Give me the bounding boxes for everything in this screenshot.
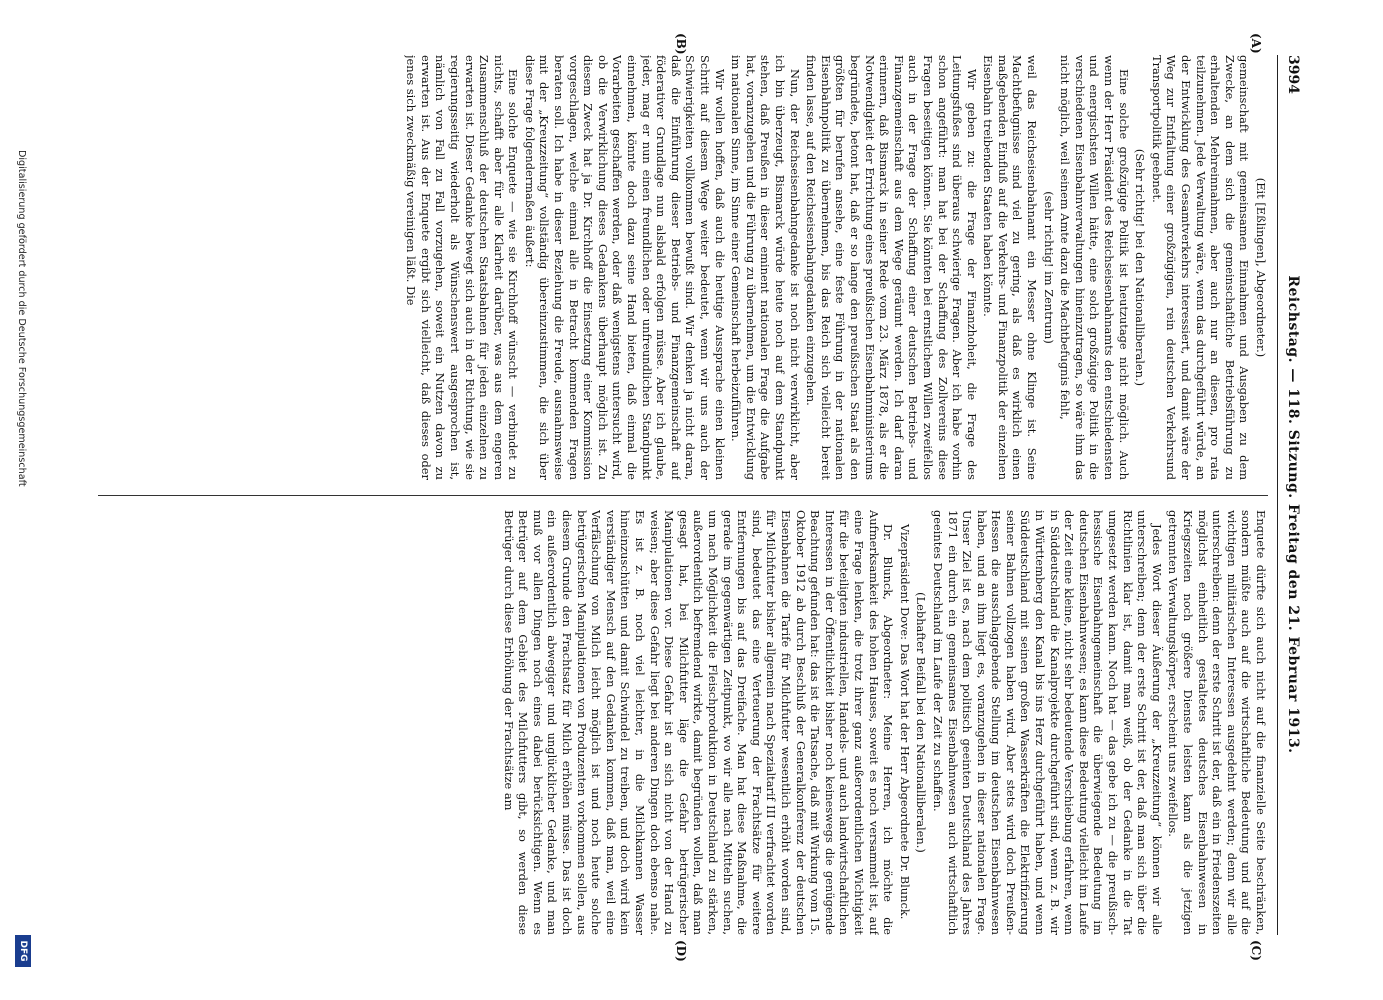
paragraph: Wir wollen hoffen, daß auch die heutige Aussprache einen kleinen Schritt auf diesem Wege weiter bedeutet, wenn wir uns auch der Schwierigkeiten vollkommen bewußt sind. Wir denken ja nicht daran, daß die Einführung dieser Betriebs- und Finanzgemeinschaft auf föderativer Grundlage nun alsbald erfolgen müsse. Aber ich glaube, jeder, mag er nun einen freundlichen oder unfreundlichen Standpunkt einnehmen, könnte doch dazu seine Hand bieten, daß einmal die Vorarbeiten geschaffen werden, oder daß wenigstens untersucht wird, ob die Verwirklichung dieses Gedankens überhaupt möglich ist. Zu diesem Zweck hat ja Dr. Kirchhoff die Einsetzung einer Kommission vorgeschlagen, welche einmal alle in Betracht kommenden Fragen beraten soll. Ich habe in dieser Beziehung die Freude, ausnahmsweise mit der „Kreuzzeitung“ vollständig übereinzustimmen, die sich über diese Frage folgendermaßen äußert:: [522, 55, 727, 480]
marginal-letter-d: (D): [674, 940, 688, 962]
marginal-letter-c: (C): [1249, 940, 1263, 961]
funding-note: Digitalisierung gefördert durch die Deutsche Forschungsgemeinschaft: [16, 150, 27, 487]
paragraph: Dr. Blunck, Abgeordneter: Meine Herren, ich möchte die Aufmerksamkeit des hohen Hauses, soweit es noch versammelt ist, auf eine Frage lenken, die trotz ihrer ganz außerordentlichen Wichtigkeit für die beteiligten industriellen, Handels- und auch landwirtschaftlichen Interessen in der Öffentlichkeit bisher noch keineswegs die genügende Beachtung gefunden hat: das ist die Tatsache, daß mit Wirkung vom 15. Oktober 1912 ab durch Beschluß der Generalkonferenz der deutschen Eisenbahnen die Tarife für Milchfutter wesentlich erhöht worden sind, für Milchfutter bisher allgemein nach Spezialtarif III verfrachtet worden sind, bedeutet das eine Verteuerung der Frachtsätze für weitere Entfernungen bis auf das Dreifache. Man hat diese Maßnahme, die gerade im gegenwärtigen Zeitpunkt, wo wir alle nach Mitteln suchen, um nach Möglichkeit die Fleischproduktion in Deutschland zu stärken, außerordentlich befremdend wirkte, damit begründen wollen, daß man gesagt hat, bei Milchfutter läge die Gefahr betrügerischer Manipulationen vor. Diese Gefahr ist an sich nicht von der Hand zu weisen; aber diese Gefahr liegt bei anderen Dingen doch ebenso nahe. Es ist z. B. noch viel leichter, in die Milchkannen Wasser hineinzuschütten und damit Schwindel zu treiben, und doch wird kein verständiger Mensch auf den Gedanken kommen, daß man, weil eine Verfälschung von Milch leicht möglich ist und noch heute solche betrügerischen Manipulationen von Produzenten vorkommen sollen, aus diesem Grunde den Frachtsatz für Milch erhöhen müsse. Das ist doch ein außerordentlich abwegiger und unglücklicher Gedanke, und man muß vor allen Dingen noch eines dabei berücksichtigen. Wenn es Betrüger auf dem Gebiet des Milchfutters gibt, so werden diese Betrüger durch diese Erhöhung der Frachtsätze am: [501, 510, 896, 935]
interjection: (sehr richtig! im Zentrum): [1041, 191, 1056, 344]
page-number: 3994: [1285, 55, 1301, 94]
marginal-letter-a: (A): [1249, 33, 1263, 54]
paragraph: Vizepräsident Dove: Das Wort hat der Herr Abgeordnete Dr. Blunck.: [897, 524, 912, 920]
interjection: (Sehr richtig! bei den Nationalliberalen.): [1133, 148, 1148, 387]
speaker-line: (Eit [Eßlingen], Abgeordneter.): [1254, 177, 1268, 358]
page-title: Reichstag. — 118. Sitzung. Freitag den 21. Februar 1913.: [1285, 275, 1301, 754]
paragraph: Wir geben zu: die Frage der Finanzhoheit, die Frage des Leitungsfußes sind überaus schwierige Fragen. Aber ich habe vorhin schon angeführt: man hat bei der Schaffung des Zollvereins diese Fragen beseitigen können. Sie könnten bei ernstlichem Willen zweifellos auch in der Frage der Schaffung einer deutschen Betriebs- und Finanzgemeinschaft aus dem Wege geräumt werden. Ich darf daran erinnern, daß Bismarck in seiner Rede vom 23. März 1878, als er die Notwendigkeit der Errichtung eines preußischen Eisenbahnministeriums begründete, betont hat, daß er so lange den preußischen Staat als den größten für berufen ansehe, eine feste Führung in der nationalen Eisenbahnpolitik zu übernehmen, bis das Reich sich vielleicht bereit finden lasse, auf den Reichseisenbahngedanken einzugehen.: [804, 55, 979, 480]
paragraph: weil das Reichseisenbahnamt ein Messer ohne Klinge ist. Seine Machtbefugnisse sind viel zu gering, als daß es wirklich einen maßgebenden Einfluß auf die Verkehrs- und Finanzpolitik der einzelnen Eisenbahn treibenden Staaten haben könnte.: [981, 55, 1040, 480]
quote-paragraph: Enquete dürfte sich auch nicht auf die finanzielle Seite beschränken, sondern müßte auch auf die wirtschaftliche Bedeutung und auf die wichtigen militärischen Interessen ausgedehnt werden; denn wir alle unterschreiben: denn der erste Schritt ist der, daß ein in Friedenszeiten möglichst einheitlich gestaltetes deutsches Eisenbahnwesen in Kriegszeiten noch größere Dienste leisten kann als die jetzigen getrennten Verwaltungskörper, erscheint uns zweifellos.: [1166, 510, 1268, 935]
marginal-letter-b: (B): [674, 33, 688, 55]
interjection: (Lebhafter Beifall bei den Nationalliberalen.): [914, 592, 929, 853]
paragraph: Eine solche großzügige Politik ist heutzutage nicht möglich. Auch wenn der Herr Präsident des Reichseisenbahnamts den entschiedensten und energischsten Willen hätte, eine solch großzügige Politik in die verschiedenen Eisenbahnverwaltungen hineinzutragen, so wäre ihm das nicht möglich, weil seinem Amte dazu die Machtbefugnis fehlt,: [1058, 55, 1131, 480]
paragraph: gemeinschaft mit gemeinsamen Einnahmen und Ausgaben zu dem Zwecke, an dem sich die gemeinschaftliche Betriebsführung zu erhaltenden Mehreinnahmen, aber auch nur an diesen, pro rata teilzunehmen. Jede Verwaltung wäre, wenn das durchgeführt würde, an der Entwicklung des Gesamtverkehrs interessiert, und damit wäre der Weg zur Entfaltung einer großzügigen, rein deutschen Verkehrsund Transportpolitik geebnet.: [1149, 55, 1252, 480]
dfg-logo: DFG: [15, 935, 31, 967]
paragraph: Jedes Wort dieser Äußerung der „Kreuzzeitung“ können wir alle unterschreiben; denn der erste Schritt ist der, daß man sich über die Richtlinien klar ist, damit man weiß, ob der Gedanke in die Tat umgesetzt werden kann. Noch hat — das gebe ich zu — die preußisch-hessische Eisenbahngemeinschaft die überwiegende Bedeutung im deutschen Eisenbahnwesen; es kann diese Bedeutung vielleicht im Laufe der Zeit eine kleine, nicht sehr bedeutende Verschiebung erfahren, wenn in Süddeutschland die Kanalprojekte durchgeführt sind, wenn z. B. wir in Württemberg den Kanal bis ins Herz durchgeführt haben, und wenn Süddeutschland mit seinen großen Wasserkräften die Elektrifizierung seiner Bahnen vollzogen haben wird. Aber stets wird doch Preußen-Hessen die ausschlaggebende Stellung im deutschen Eisenbahnwesen haben, und an ihm liegt es, voranzugehen in dieser nationalen Frage. Unser Ziel ist es, nach dem politisch geeinten Deutschland des Jahres 1871 ein durch ein gemeinsames Eisenbahnwesen auch wirtschaftlich geeintes Deutschland im Laufe der Zeit zu schaffen.: [930, 510, 1164, 935]
quote-paragraph: Eine solche Enquete — wie sie Kirchhoff wünscht — verbindet zu nichts, schafft aber für alle Klarheit darüber, was aus dem engeren Zusammenschluß der deutschen Staatsbahnen für jeden einzelnen zu erwarten ist. Dieser Gedanke bewegt sich auch in der Richtung, wie sie regierungsseitig wiederholt als Wünschenswert ausgesprochen ist, nämlich von Fall zu Fall vorzugehen, soweit ein Nutzen davon zu erwarten ist. Aus der Enquete ergibt sich vielleicht, daß dieses oder jenes sich zweckmäßig vereinigen läßt. Die: [404, 55, 521, 480]
paragraph: Nun, der Reichseisenbahngedanke ist noch nicht verwirklicht, aber ich bin überzeugt, Bismarck würde heute noch auf dem Standpunkt stehen, daß Preußen in dieser eminent nationalen Frage die Aufgabe hat, voranzugehen und die Führung zu übernehmen, um die Entwicklung im nationalen Sinne, im Sinne einer Gemeinschaft herbeizuführen.: [729, 55, 802, 480]
